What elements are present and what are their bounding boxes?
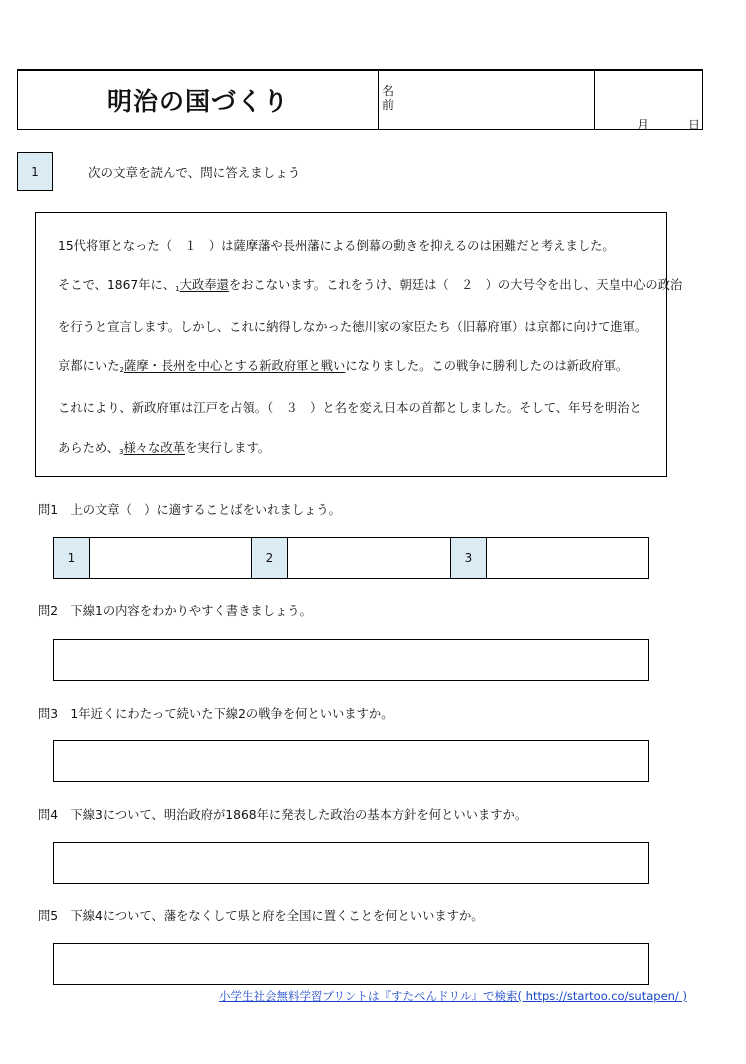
question-4-text: 問4 下線3について、明治政府が1868年に発表した政治の基本方針を何といいますか。: [38, 808, 528, 822]
passage-text: 京都にいた: [58, 359, 120, 373]
name-field[interactable]: [378, 69, 595, 130]
underline-marker-3: 3: [119, 448, 124, 456]
footer-link[interactable]: 小学生社会無料学習プリントは『すたぺんドリル』で検索( https://startoo.co/sutapen/ ): [219, 989, 687, 1003]
worksheet-title: 明治の国づくり: [106, 86, 289, 116]
passage-text: そこで、1867年に、: [58, 278, 176, 292]
passage-line-5: [58, 398, 642, 416]
underlined-phrase-1: 大政奉還: [179, 278, 229, 292]
question-1-text: 問1 上の文章（ ）に適することばをいれましょう。: [38, 503, 341, 517]
passage-text: をおこないます。これをうけ、朝廷は（ ２ ）の大号令を出し、天皇中心の政治: [228, 278, 683, 292]
passage-line-6: [58, 438, 270, 456]
blank-1-answer-field[interactable]: [90, 538, 252, 578]
question-2-text: 問2 下線1の内容をわかりやすく書きましょう。: [38, 604, 312, 618]
blank-3-number: 3: [451, 538, 487, 578]
blank-3-answer-field[interactable]: [487, 538, 648, 578]
blank-1-number: 1: [54, 538, 90, 578]
question-2-answer-field[interactable]: [53, 639, 649, 681]
passage-text: を実行します。: [184, 441, 271, 455]
passage-text: 15代将軍となった（ １ ）は薩摩藩や長州藩による倒幕の動きを抑えるのは困難だと考えました。: [58, 239, 615, 253]
underline-marker-1: 1: [175, 285, 180, 293]
underlined-phrase-2: 薩摩・長州を中心とする新政府軍と戦い: [123, 359, 346, 373]
passage-text: あらため、: [58, 441, 119, 455]
blank-2-answer-field[interactable]: [288, 538, 451, 578]
name-label: 名前: [382, 84, 395, 112]
day-label: 日: [688, 118, 701, 132]
underlined-phrase-3: 様々な改革: [123, 441, 185, 455]
passage-text: を行うと宣言します。しかし、これに納得しなかった徳川家の家臣たち（旧幕府軍）は京都に向けて進軍。: [58, 320, 648, 334]
question-3-answer-field[interactable]: [53, 740, 649, 782]
blank-2-number: 2: [252, 538, 288, 578]
question-5-text: 問5 下線4について、藩をなくして県と府を全国に置くことを何といいますか。: [38, 909, 484, 923]
question-1-answer-row: [53, 537, 649, 579]
passage-line-2: [58, 275, 682, 293]
passage-text: になりました。この戦争に勝利したのは新政府軍。: [345, 359, 629, 373]
passage-line-4: [58, 356, 628, 374]
passage-line-3: [58, 317, 647, 335]
underline-marker-2: 2: [119, 366, 124, 374]
question-4-answer-field[interactable]: [53, 842, 649, 884]
passage-text: これにより、新政府軍は江戸を占領。（ ３ ）と名を変え日本の首都としました。そして、年号を明治と: [58, 401, 642, 415]
passage-line-1: [58, 236, 615, 254]
month-label: 月: [637, 118, 650, 132]
section-number-badge: 1: [17, 152, 53, 191]
section-instruction: 次の文章を読んで、問に答えましょう: [88, 165, 301, 180]
question-3-text: 問3 1年近くにわたって続いた下線2の戦争を何といいますか。: [38, 707, 394, 721]
question-5-answer-field[interactable]: [53, 943, 649, 985]
